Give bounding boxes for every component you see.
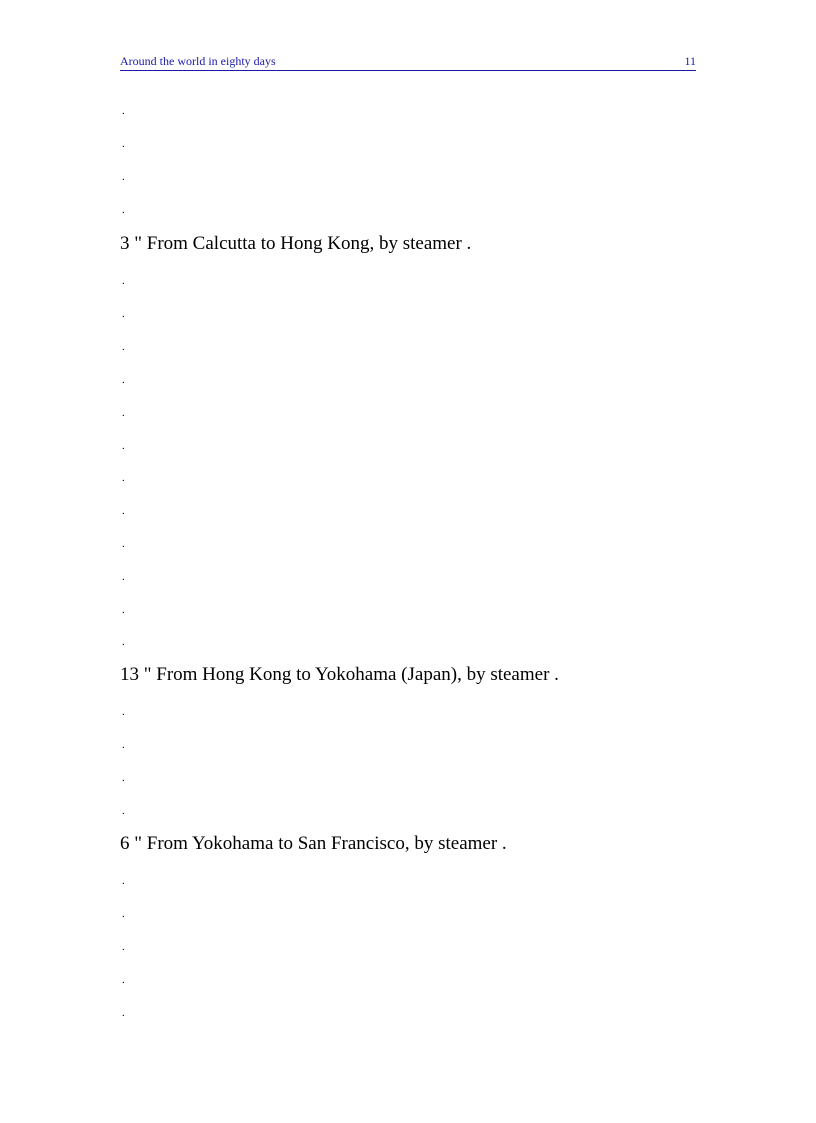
dot-marker: . <box>122 538 125 550</box>
dot-marker: . <box>122 805 125 817</box>
dot-marker: . <box>122 171 125 183</box>
dot-marker: . <box>122 875 125 887</box>
dot-marker: . <box>122 604 125 616</box>
dot-marker: . <box>122 941 125 953</box>
dot-marker: . <box>122 275 125 287</box>
dot-marker: . <box>122 407 125 419</box>
itinerary-entry: 13 " From Hong Kong to Yokohama (Japan), by steamer . <box>120 664 559 685</box>
dot-marker: . <box>122 706 125 718</box>
dot-marker: . <box>122 505 125 517</box>
itinerary-entry: 6 " From Yokohama to San Francisco, by steamer . <box>120 833 507 854</box>
dot-marker: . <box>122 908 125 920</box>
header-title-link[interactable]: Around the world in eighty days <box>120 54 276 68</box>
itinerary-entry: 3 " From Calcutta to Hong Kong, by steamer . <box>120 233 472 254</box>
dot-marker: . <box>122 571 125 583</box>
running-header <box>120 54 696 71</box>
dot-marker: . <box>122 1007 125 1019</box>
dot-marker: . <box>122 636 125 648</box>
dot-marker: . <box>122 138 125 150</box>
dot-marker: . <box>122 739 125 751</box>
dot-marker: . <box>122 974 125 986</box>
dot-marker: . <box>122 440 125 452</box>
page-number: 11 <box>684 54 696 68</box>
dot-marker: . <box>122 204 125 216</box>
dot-marker: . <box>122 308 125 320</box>
dot-marker: . <box>122 341 125 353</box>
dot-marker: . <box>122 374 125 386</box>
dot-marker: . <box>122 472 125 484</box>
dot-marker: . <box>122 772 125 784</box>
dot-marker: . <box>122 105 125 117</box>
